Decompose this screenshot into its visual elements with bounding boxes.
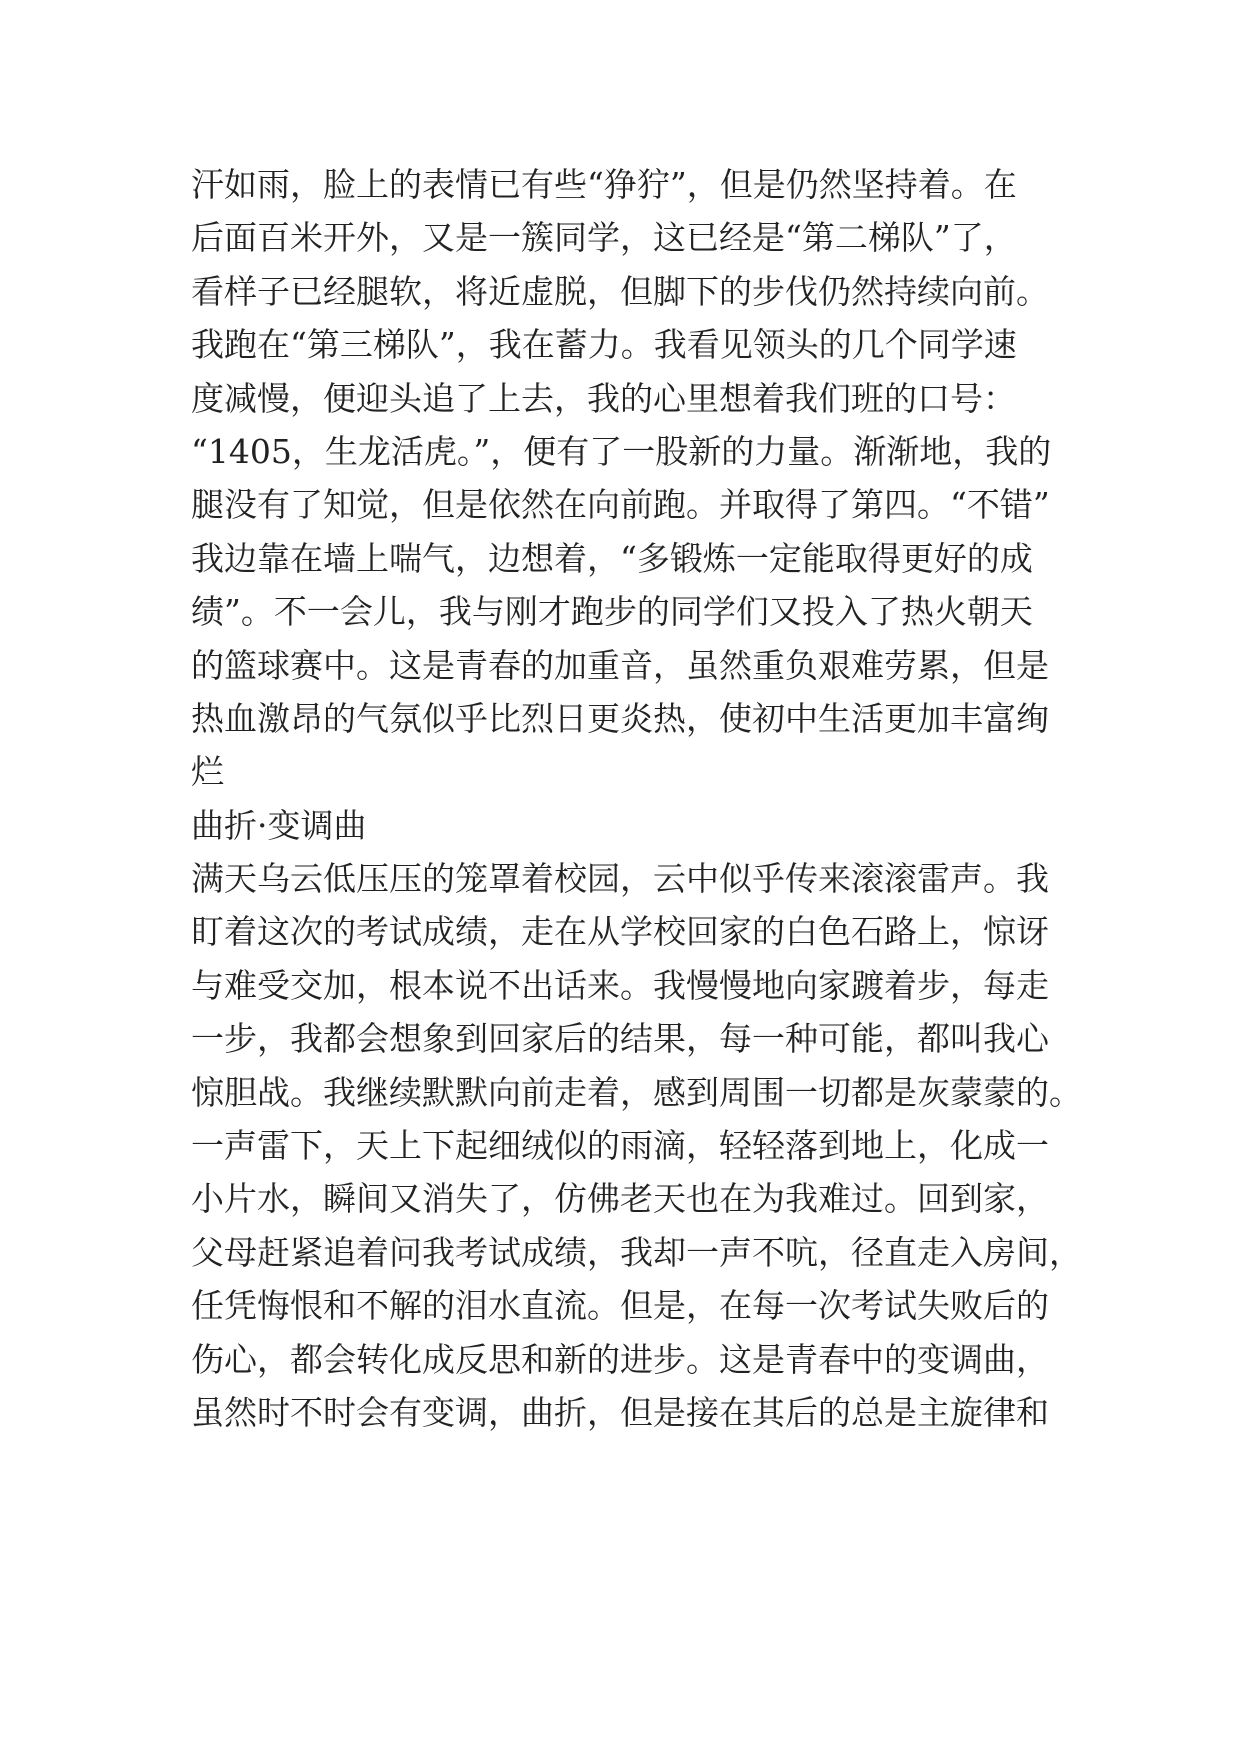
- text-line: 任凭悔恨和不解的泪水直流。但是，在每一次考试失败后的: [191, 1286, 1049, 1326]
- text-line: “1405，生龙活虎。”，便有了一股新的力量。渐渐地，我的: [191, 431, 1052, 471]
- text-line: 热血激昂的气氛似乎比烈日更炎热，使初中生活更加丰富绚: [191, 698, 1049, 738]
- text-line: 我边靠在墙上喘气，边想着，“多锻炼一定能取得更好的成: [191, 538, 1033, 578]
- text-line: 伤心，都会转化成反思和新的进步。这是青春中的变调曲，: [191, 1339, 1049, 1379]
- text-line: 汗如雨，脸上的表情已有些“狰狞”，但是仍然坚持着。在: [191, 165, 1017, 204]
- text-line: 虽然时不时会有变调，曲折，但是接在其后的总是主旋律和: [191, 1392, 1049, 1432]
- text-line: 后面百米开外，又是一簇同学，这已经是“第二梯队”了，: [191, 218, 1017, 258]
- text-line: 小片水，瞬间又消失了，仿佛老天也在为我难过。回到家，: [191, 1179, 1049, 1219]
- text-line: 烂: [191, 752, 224, 792]
- text-line: 盯着这次的考试成绩，走在从学校回家的白色石路上，惊讶: [191, 912, 1049, 952]
- text-line: 的篮球赛中。这是青春的加重音，虽然重负艰难劳累，但是: [191, 645, 1049, 685]
- text-line: 满天乌云低压压的笼罩着校园，云中似乎传来滚滚雷声。我: [191, 859, 1049, 899]
- essay-text: [191, 158, 1091, 1439]
- text-line: 父母赶紧追着问我考试成绩，我却一声不吭，径直走入房间，: [191, 1232, 1082, 1272]
- text-line: 腿没有了知觉，但是依然在向前跑。并取得了第四。“不错”: [191, 485, 1050, 525]
- section-heading: 曲折·变调曲: [191, 805, 367, 845]
- text-line: 一声雷下，天上下起细绒似的雨滴，轻轻落到地上，化成一: [191, 1126, 1049, 1166]
- text-line: 绩”。不一会儿，我与刚才跑步的同学们又投入了热火朝天: [191, 592, 1033, 632]
- text-line: 我跑在“第三梯队”，我在蓄力。我看见领头的几个同学速: [191, 325, 1017, 365]
- text-line: 一步，我都会想象到回家后的结果，每一种可能，都叫我心: [191, 1019, 1049, 1059]
- text-line: 与难受交加，根本说不出话来。我慢慢地向家踱着步，每走: [191, 965, 1049, 1005]
- text-line: 看样子已经腿软，将近虚脱，但脚下的步伐仍然持续向前。: [191, 271, 1049, 311]
- text-line: 度减慢，便迎头追了上去，我的心里想着我们班的口号：: [191, 378, 1016, 418]
- text-line: 惊胆战。我继续默默向前走着，感到周围一切都是灰蒙蒙的。: [191, 1072, 1082, 1112]
